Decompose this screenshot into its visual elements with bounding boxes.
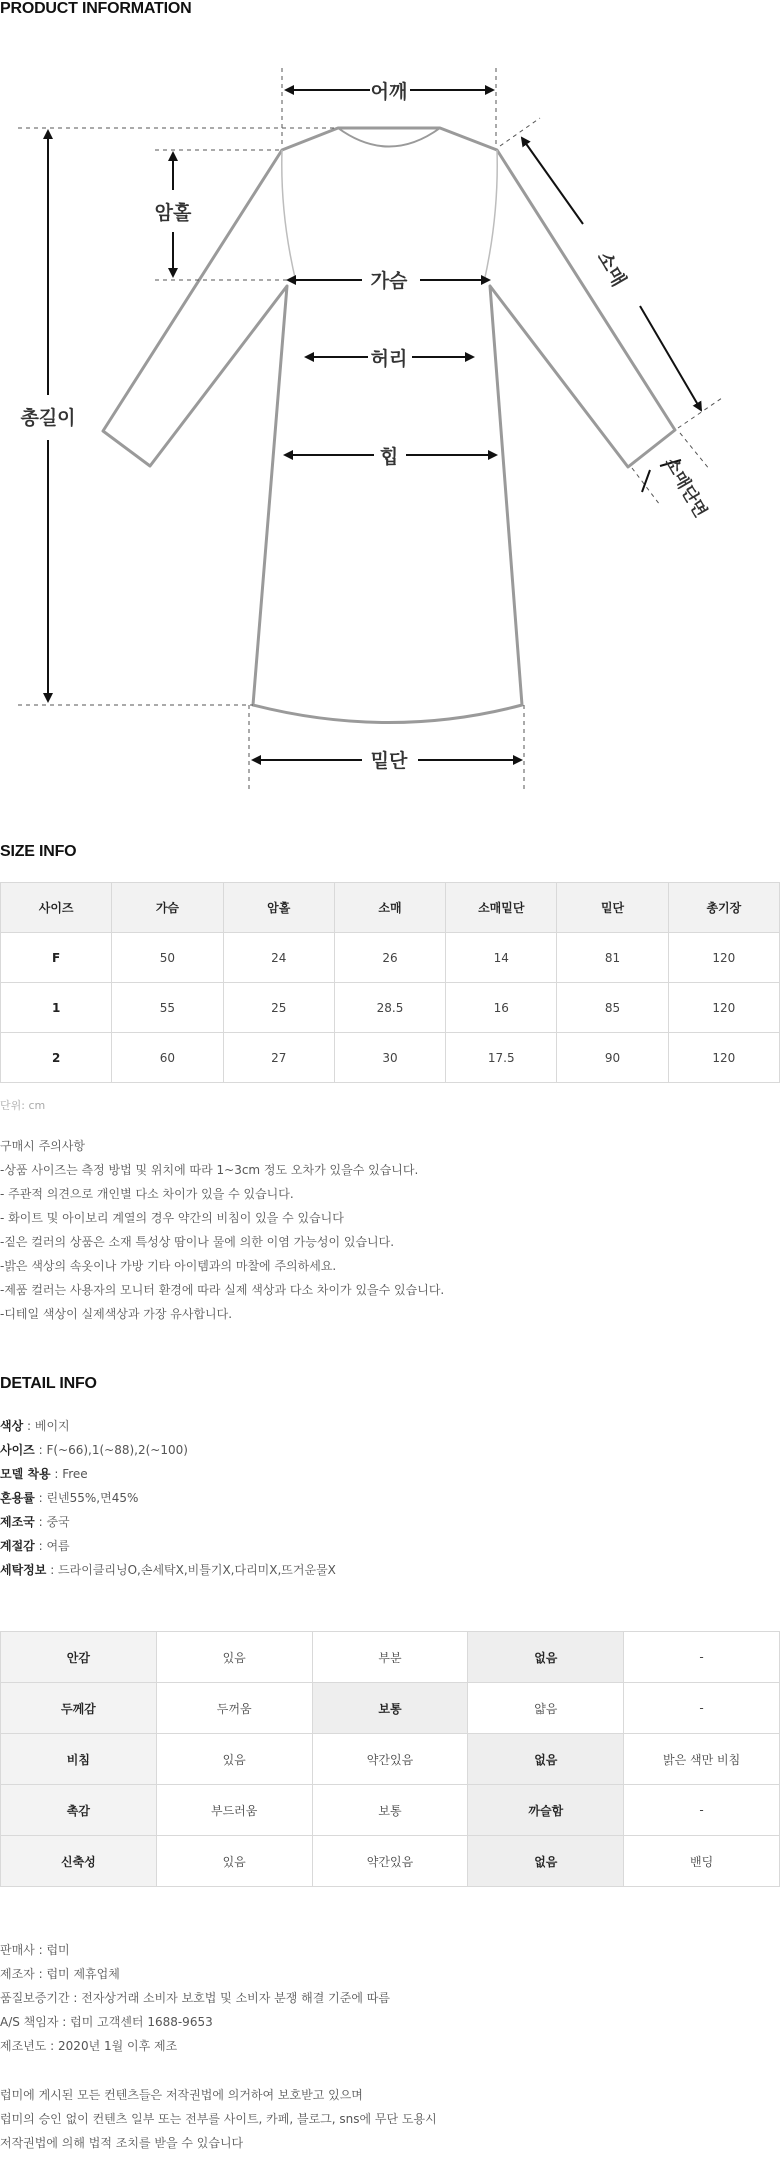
label-total-length: 총길이 <box>20 407 76 429</box>
purchase-notes <box>0 1134 444 1326</box>
header-cell: 밑단 <box>557 883 668 933</box>
table-cell: 17.5 <box>446 1033 557 1083</box>
table-cell: 120 <box>668 933 779 983</box>
feature-option: 있음 <box>156 1734 312 1785</box>
notes-title: 구매시 주의사항 <box>0 1139 85 1153</box>
detail-label: 계절감 <box>0 1539 35 1553</box>
copyright-notice <box>0 2083 437 2155</box>
feature-option: 있음 <box>156 1836 312 1887</box>
detail-info-heading: DETAIL INFO <box>0 1375 97 1392</box>
feature-option: 약간있음 <box>312 1836 468 1887</box>
detail-value: : 여름 <box>34 1539 70 1553</box>
table-cell: 26 <box>334 933 445 983</box>
seller-info <box>0 1938 390 2058</box>
table-cell: 14 <box>446 933 557 983</box>
detail-item <box>0 1486 336 1510</box>
feature-table <box>0 1631 780 1887</box>
detail-label: 색상 <box>0 1419 24 1433</box>
detail-label: 혼용률 <box>0 1491 35 1505</box>
size-table-header <box>1 883 780 933</box>
detail-value: : F(~66),1(~88),2(~100) <box>34 1443 188 1457</box>
measure-arrows <box>48 90 701 760</box>
seller-line: 품질보증기간 : 전자상거래 소비자 보호법 및 소비자 분쟁 해결 기준에 따름 <box>0 1991 390 2005</box>
feature-option: 없음 <box>468 1836 624 1887</box>
detail-item <box>0 1510 336 1534</box>
label-sleeve: 소매 <box>592 247 630 291</box>
feature-option: 있음 <box>156 1632 312 1683</box>
feature-option: 까슬함 <box>468 1785 624 1836</box>
feature-option: - <box>624 1683 780 1734</box>
feature-label: 비침 <box>1 1734 157 1785</box>
note-item: -밝은 색상의 속옷이나 가방 기타 아이템과의 마찰에 주의하세요. <box>0 1259 337 1273</box>
note-item: -제품 컬러는 사용자의 모니터 환경에 따라 실제 색상과 다소 차이가 있을수 있습니다. <box>0 1283 445 1297</box>
detail-item <box>0 1462 336 1486</box>
label-waist: 허리 <box>370 348 408 370</box>
feature-option: 얇음 <box>468 1683 624 1734</box>
feature-row <box>1 1836 780 1887</box>
feature-option: 보통 <box>312 1683 468 1734</box>
table-row <box>1 1033 780 1083</box>
table-cell: 60 <box>112 1033 223 1083</box>
product-info-heading: PRODUCT INFORMATION <box>0 0 192 17</box>
feature-option: 없음 <box>468 1632 624 1683</box>
feature-option: 부드러움 <box>156 1785 312 1836</box>
seller-line: 제조자 : 럽미 제휴업체 <box>0 1967 120 1981</box>
feature-label: 촉감 <box>1 1785 157 1836</box>
note-item: -짙은 컬러의 상품은 소재 특성상 땀이나 물에 의한 이염 가능성이 있습니다. <box>0 1235 395 1249</box>
seller-line: 제조년도 : 2020년 1월 이후 제조 <box>0 2039 178 2053</box>
copyright-line: 럽미에 게시된 모든 컨텐츠들은 저작권법에 의거하여 보호받고 있으며 <box>0 2088 363 2102</box>
header-cell: 소매 <box>334 883 445 933</box>
feature-row <box>1 1785 780 1836</box>
table-cell: 90 <box>557 1033 668 1083</box>
size-name: F <box>1 933 112 983</box>
table-cell: 28.5 <box>334 983 445 1033</box>
header-cell: 가슴 <box>112 883 223 933</box>
table-cell: 30 <box>334 1033 445 1083</box>
feature-option: - <box>624 1785 780 1836</box>
detail-label: 사이즈 <box>0 1443 35 1457</box>
table-cell: 16 <box>446 983 557 1033</box>
seller-line: A/S 책임자 : 럽미 고객센터 1688-9653 <box>0 2015 213 2029</box>
table-cell: 120 <box>668 1033 779 1083</box>
feature-option: 밝은 색만 비침 <box>624 1734 780 1785</box>
table-row <box>1 933 780 983</box>
unit-note: 단위: cm <box>0 1099 46 1112</box>
table-cell: 27 <box>223 1033 334 1083</box>
note-item: -디테일 색상이 실제색상과 가장 유사합니다. <box>0 1307 233 1321</box>
label-hip: 힙 <box>379 446 399 468</box>
label-shoulder: 어깨 <box>370 81 408 103</box>
detail-value: : 드라이클리닝O,손세탁X,비틀기X,다리미X,뜨거운물X <box>46 1563 336 1577</box>
table-cell: 81 <box>557 933 668 983</box>
size-info-heading: SIZE INFO <box>0 843 77 860</box>
header-cell: 암홀 <box>223 883 334 933</box>
feature-option: 두꺼움 <box>156 1683 312 1734</box>
detail-value: : 베이지 <box>23 1419 70 1433</box>
table-row <box>1 983 780 1033</box>
feature-option: 보통 <box>312 1785 468 1836</box>
detail-label: 모델 착용 <box>0 1467 51 1481</box>
copyright-line: 저작권법에 의해 법적 조치를 받을 수 있습니다 <box>0 2136 244 2150</box>
feature-option: - <box>624 1632 780 1683</box>
header-cell: 총기장 <box>668 883 779 933</box>
header-cell: 사이즈 <box>1 883 112 933</box>
size-name: 1 <box>1 983 112 1033</box>
feature-row <box>1 1683 780 1734</box>
feature-label: 두께감 <box>1 1683 157 1734</box>
garment-diagram <box>0 20 780 800</box>
note-item: -상품 사이즈는 측정 방법 및 위치에 따라 1~3cm 정도 오차가 있을수 있습니다. <box>0 1163 419 1177</box>
size-table <box>0 882 780 1083</box>
feature-row <box>1 1734 780 1785</box>
table-cell: 25 <box>223 983 334 1033</box>
table-cell: 50 <box>112 933 223 983</box>
detail-item <box>0 1414 336 1438</box>
label-armhole: 암홀 <box>154 202 192 224</box>
label-hem: 밑단 <box>370 750 408 772</box>
feature-row <box>1 1632 780 1683</box>
detail-value: : Free <box>50 1467 88 1481</box>
detail-item <box>0 1558 336 1582</box>
table-cell: 120 <box>668 983 779 1033</box>
table-cell: 24 <box>223 933 334 983</box>
note-item: - 주관적 의견으로 개인별 다소 차이가 있을 수 있습니다. <box>0 1187 294 1201</box>
detail-item <box>0 1534 336 1558</box>
header-cell: 소매밑단 <box>446 883 557 933</box>
size-name: 2 <box>1 1033 112 1083</box>
feature-label: 신축성 <box>1 1836 157 1887</box>
detail-label: 제조국 <box>0 1515 35 1529</box>
detail-label: 세탁정보 <box>0 1563 47 1577</box>
feature-label: 안감 <box>1 1632 157 1683</box>
note-item: - 화이트 및 아이보리 계열의 경우 약간의 비침이 있을 수 있습니다 <box>0 1211 344 1225</box>
copyright-line: 럽미의 승인 없이 컨텐츠 일부 또는 전부를 사이트, 카페, 블로그, sns에 무단 도용시 <box>0 2112 437 2126</box>
guide-lines <box>18 68 722 790</box>
table-cell: 55 <box>112 983 223 1033</box>
label-sleeve-opening: 소매단면 <box>660 454 711 521</box>
feature-option: 없음 <box>468 1734 624 1785</box>
detail-list <box>0 1414 336 1582</box>
detail-value: : 린넨55%,면45% <box>34 1491 139 1505</box>
detail-value: : 중국 <box>34 1515 70 1529</box>
feature-option: 밴딩 <box>624 1836 780 1887</box>
detail-item <box>0 1438 336 1462</box>
table-cell: 85 <box>557 983 668 1033</box>
feature-option: 부분 <box>312 1632 468 1683</box>
label-chest: 가슴 <box>370 270 408 292</box>
seller-line: 판매사 : 럽미 <box>0 1943 70 1957</box>
feature-option: 약간있음 <box>312 1734 468 1785</box>
